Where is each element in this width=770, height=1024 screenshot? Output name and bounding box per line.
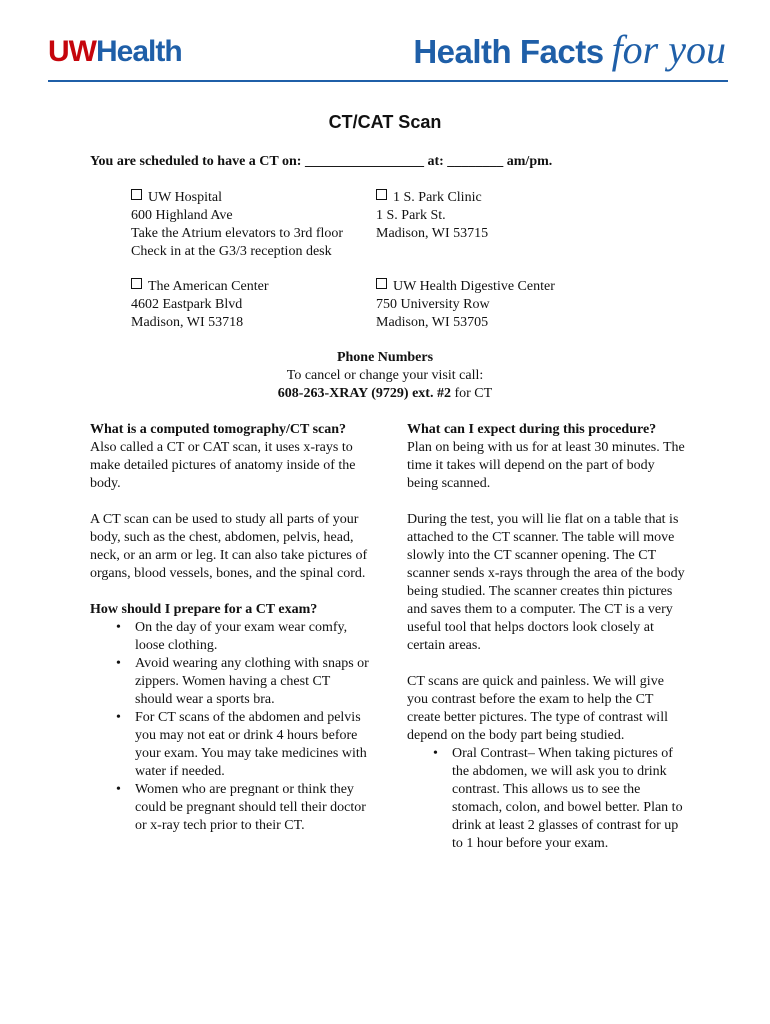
phone-number: 608-263-XRAY (9729) ext. #2	[277, 386, 451, 401]
location-line: Check in at the G3/3 reception desk	[131, 244, 332, 259]
logo-uw-text: UW	[48, 35, 96, 68]
logo-health-text: Health	[95, 35, 182, 68]
tagline-italic: for you	[611, 27, 726, 72]
location-american-center	[131, 278, 269, 332]
location-line: 750 University Row	[376, 297, 490, 312]
list-item: • Women who are pregnant or think they could be pregnant should tell their doctor or x-ray tech prior to their CT.	[90, 781, 370, 835]
location-line: 600 Highland Ave	[131, 208, 233, 223]
section-heading: What is a computed tomography/CT scan?	[90, 422, 347, 437]
phone-section	[0, 349, 770, 403]
list-item: • Avoid wearing any clothing with snaps or zippers. Women having a chest CT should wear a sports bra.	[90, 655, 370, 709]
phone-heading: Phone Numbers	[336, 350, 434, 365]
location-uw-hospital	[131, 189, 343, 261]
section-heading: What can I expect during this procedure?	[407, 422, 657, 437]
prep-list	[90, 619, 370, 835]
location-line: Take the Atrium elevators to 3rd floor	[131, 226, 344, 241]
location-line: Madison, WI 53718	[131, 315, 244, 330]
checkbox-icon[interactable]	[131, 278, 142, 289]
location-line: Madison, WI 53705	[376, 315, 489, 330]
section-heading: How should I prepare for a CT exam?	[90, 602, 318, 617]
phone-instructions: To cancel or change your visit call:	[286, 368, 484, 383]
location-line: 1 S. Park St.	[376, 208, 446, 223]
location-name: The American Center	[148, 279, 269, 294]
right-column	[407, 421, 685, 853]
location-name: UW Hospital	[148, 190, 223, 205]
paragraph: Also called a CT or CAT scan, it uses x-rays to make detailed pictures of anatomy inside of the body.	[90, 440, 356, 491]
paragraph: A CT scan can be used to study all parts of your body, such as the chest, abdomen, pelvis, head, neck, or an arm or leg. It can also take pictures of organs, blood vessels, bones, and the spinal cord.	[90, 512, 368, 581]
list-item: • For CT scans of the abdomen and pelvis you may not eat or drink 4 hours before your exam. You may take medicines with water if needed.	[90, 709, 370, 781]
uw-health-logo	[48, 34, 182, 70]
page-header	[0, 0, 770, 90]
tagline-main: Health Facts	[413, 33, 604, 70]
phone-suffix: for CT	[450, 386, 493, 401]
location-park-clinic	[376, 189, 488, 243]
location-digestive-center	[376, 278, 555, 332]
health-facts-banner	[413, 28, 726, 81]
location-name: 1 S. Park Clinic	[393, 190, 482, 205]
location-line: Madison, WI 53715	[376, 226, 489, 241]
location-line: 4602 Eastpark Blvd	[131, 297, 243, 312]
list-item: • On the day of your exam wear comfy, loose clothing.	[90, 619, 370, 655]
list-item: • Oral Contrast– When taking pictures of the abdomen, we will ask you to drink contrast. This allows us to see the stomach, colon, and bowel better. Plan to drink at least 2 glasses of contrast for up to 1 hour before your exam.	[407, 745, 685, 853]
checkbox-icon[interactable]	[376, 189, 387, 200]
checkbox-icon[interactable]	[131, 189, 142, 200]
paragraph: Plan on being with us for at least 30 minutes. The time it takes will depend on the part of body being scanned.	[407, 440, 685, 491]
page-title: CT/CAT Scan	[328, 112, 442, 132]
contrast-list	[407, 745, 685, 853]
paragraph: During the test, you will lie flat on a table that is attached to the CT scanner. The table will move slowly into the CT scanner opening. The CT scanner sends x-rays through the area of the body being studied. The scanner creates thin pictures and saves them to a computer. The CT is a very useful tool that helps doctors look closely at certain areas.	[407, 512, 685, 653]
location-name: UW Health Digestive Center	[393, 279, 555, 294]
checkbox-icon[interactable]	[376, 278, 387, 289]
paragraph: CT scans are quick and painless. We will give you contrast before the exam to help the CT create better pictures. The type of contrast will depend on the body part being studied.	[407, 674, 668, 743]
header-rule	[48, 80, 728, 82]
left-column	[90, 421, 370, 835]
schedule-line: You are scheduled to have a CT on: _________________ at: ________ am/pm.	[90, 154, 553, 169]
